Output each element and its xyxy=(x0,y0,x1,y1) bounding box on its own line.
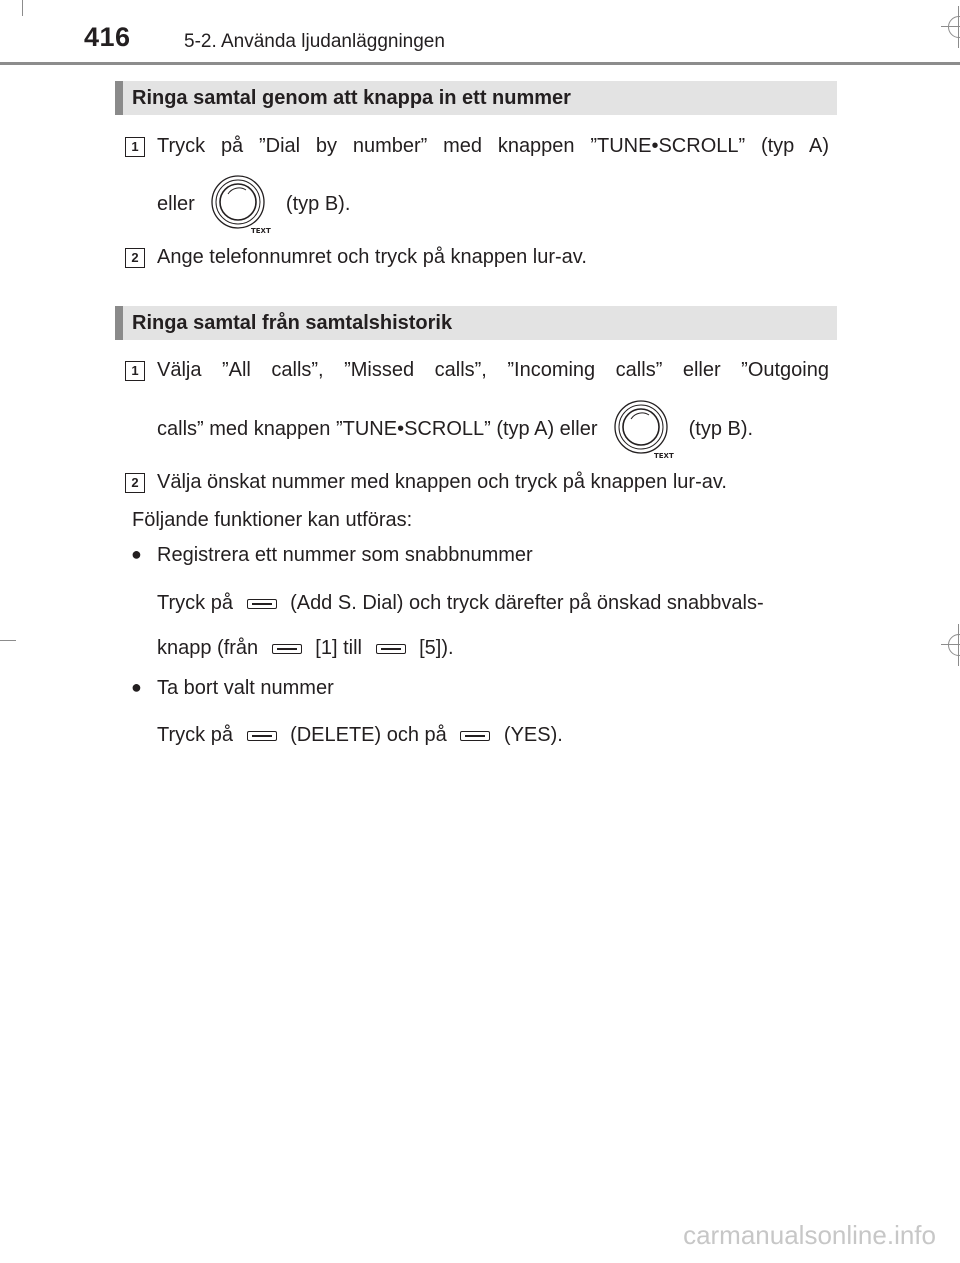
section-heading-title: Ringa samtal från samtalshistorik xyxy=(132,311,453,334)
tune-knob-icon xyxy=(208,174,272,236)
step-text: Ange telefonnumret och tryck på knappen lur-av. xyxy=(157,246,587,268)
section-heading-bar xyxy=(115,306,123,340)
screen-button-icon xyxy=(247,599,277,609)
step-text-continued: eller TEXT (typ B). xyxy=(157,173,350,235)
step-text: Välja önskat nummer med knappen och tryck på knappen lur-av. xyxy=(157,471,727,493)
bullet-text-continued: knapp (från [1] till [5]). xyxy=(157,637,454,659)
tune-knob-icon xyxy=(611,399,675,461)
step-text-continued: calls” med knappen ”TUNE•SCROLL” (typ A) eller TEXT (typ B). xyxy=(157,398,753,460)
bullet-heading: Registrera ett nummer som snabbnummer xyxy=(157,544,533,566)
step-badge: 1 xyxy=(125,137,145,157)
section-heading-call-history xyxy=(115,306,837,340)
screen-button-icon xyxy=(376,644,406,654)
bullet-dot-icon: ● xyxy=(131,544,142,564)
bullet-dot-icon: ● xyxy=(131,677,142,697)
step-badge: 1 xyxy=(125,361,145,381)
bullet-heading: Ta bort valt nummer xyxy=(157,677,334,699)
screen-button-icon xyxy=(272,644,302,654)
registration-mark-top-right xyxy=(944,12,960,42)
crop-mark-top-left xyxy=(22,0,23,16)
section-heading-title: Ringa samtal genom att knappa in ett nummer xyxy=(132,86,571,109)
step-text: Välja ”All calls”, ”Missed calls”, ”Incoming calls” eller ”Outgoing xyxy=(157,359,829,381)
svg-text:TEXT: TEXT xyxy=(251,226,272,235)
svg-text:TEXT: TEXT xyxy=(654,451,674,460)
screen-button-icon xyxy=(460,731,490,741)
section-heading-dial-number xyxy=(115,81,837,115)
bullet-text: Tryck på (Add S. Dial) och tryck därefter på önskad snabbvals- xyxy=(157,592,764,614)
registration-mark-right-mid xyxy=(944,630,960,660)
section-heading-bar xyxy=(115,81,123,115)
chapter-title: 5-2. Använda ljudanläggningen xyxy=(184,31,445,52)
watermark: carmanualsonline.info xyxy=(683,1220,936,1250)
crop-mark-left-mid xyxy=(0,640,16,641)
page-number: 416 xyxy=(84,22,131,52)
screen-button-icon xyxy=(247,731,277,741)
functions-intro: Följande funktioner kan utföras: xyxy=(132,509,413,531)
bullet-text: Tryck på (DELETE) och på (YES). xyxy=(157,724,563,746)
step-badge: 2 xyxy=(125,248,145,268)
step-text: Tryck på ”Dial by number” med knappen ”TUNE•SCROLL” (typ A) xyxy=(157,135,829,157)
header-rule xyxy=(0,62,960,65)
step-badge: 2 xyxy=(125,473,145,493)
